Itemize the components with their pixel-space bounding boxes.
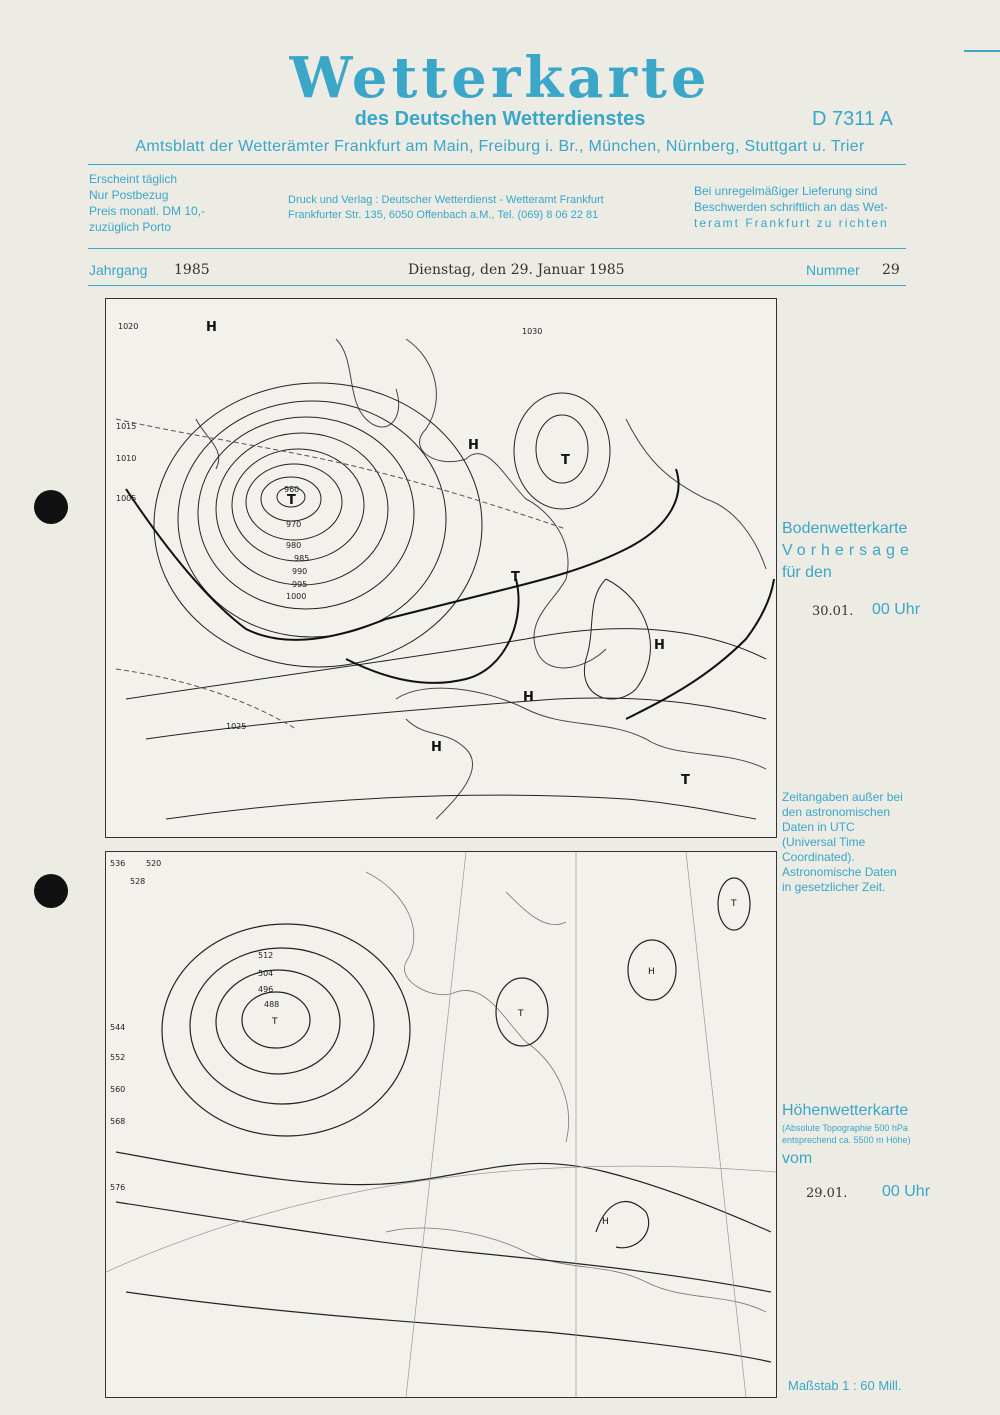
- contour-label: 544: [110, 1023, 126, 1032]
- upper-map-drawing: [106, 852, 776, 1397]
- header-rule-top: [88, 164, 906, 165]
- note-line: Astronomische Daten: [782, 865, 897, 879]
- issue-date: Dienstag, den 29. Januar 1985: [408, 262, 625, 278]
- info-line: Bei unregelmäßiger Lieferung sind: [694, 184, 878, 198]
- header-rule-middle: [88, 248, 906, 249]
- upper-map-subtitle: [782, 1122, 911, 1146]
- surface-map-caption: [782, 518, 914, 584]
- caption-line: Bodenwetterkarte: [782, 520, 908, 537]
- time-note: [782, 790, 903, 895]
- upper-centres: [271, 899, 737, 1227]
- issue-number: 29: [882, 262, 900, 278]
- number-label: Nummer: [806, 262, 860, 278]
- note-line: Daten in UTC: [782, 820, 855, 834]
- info-line: Beschwerden schriftlich an das Wet-: [694, 200, 888, 214]
- contour-label: 504: [258, 969, 274, 978]
- isobar-label: 995: [292, 580, 308, 589]
- low-pressure-symbol: T: [272, 1017, 278, 1027]
- surface-map-time: 00 Uhr: [872, 601, 921, 618]
- low-pressure-symbol: T: [561, 453, 570, 468]
- note-line: den astronomischen: [782, 805, 891, 819]
- year-value: 1985: [174, 262, 210, 278]
- info-line: Nur Postbezug: [89, 188, 169, 202]
- isobar-label: 985: [294, 554, 310, 563]
- low-pressure-symbol: T: [287, 493, 296, 508]
- isobar-label: 1025: [226, 722, 247, 731]
- masthead-subtitle: des Deutschen Wetterdienstes: [354, 108, 646, 130]
- isobar-label: 980: [286, 541, 302, 550]
- isobar-label: 1010: [116, 454, 137, 463]
- contour-label: 520: [146, 859, 162, 868]
- isobars: [126, 383, 766, 819]
- subtitle-line: entsprechend ca. 5500 m Höhe): [782, 1135, 911, 1145]
- surface-map-drawing: [106, 299, 776, 837]
- thickness-lines: [116, 419, 566, 729]
- low-pressure-symbol: T: [511, 570, 520, 585]
- isobar-label: 960: [284, 485, 300, 494]
- masthead-title: Wetterkarte: [289, 45, 711, 111]
- high-pressure-symbol: H: [654, 638, 665, 653]
- header-rule-bottom: [88, 285, 906, 286]
- isobar-label: 1030: [522, 327, 543, 336]
- contour-label: 568: [110, 1117, 126, 1126]
- contour-label: 576: [110, 1183, 126, 1192]
- year-label: Jahrgang: [89, 262, 148, 278]
- subtitle-line: (Absolute Topographie 500 hPa: [782, 1123, 908, 1133]
- high-pressure-symbol: H: [523, 690, 534, 705]
- fronts: [126, 469, 774, 719]
- upper-map-time: 00 Uhr: [882, 1183, 931, 1200]
- info-line: Druck und Verlag : Deutscher Wetterdienst - Wetteramt Frankfurt: [288, 194, 604, 206]
- info-line: Frankfurter Str. 135, 6050 Offenbach a.M., Tel. (069) 8 06 22 81: [288, 209, 599, 221]
- caption-line: Vorhersage: [782, 542, 914, 559]
- high-pressure-symbol: H: [602, 1217, 609, 1227]
- punch-hole: [34, 490, 68, 524]
- high-pressure-symbol: H: [648, 967, 655, 977]
- note-line: Coordinated).: [782, 850, 855, 864]
- contour-label: 528: [130, 877, 146, 886]
- low-pressure-symbol: T: [731, 899, 737, 909]
- publisher-info: [288, 193, 604, 223]
- publication-code: D 7311 A: [812, 108, 893, 130]
- contour-label: 488: [264, 1000, 280, 1009]
- info-line: Erscheint täglich: [89, 172, 178, 186]
- contour-label: 496: [258, 985, 274, 994]
- official-gazette-line: Amtsblatt der Wetterämter Frankfurt am Main, Freiburg i. Br., München, Nürnberg, Stuttgart u. Trier: [135, 138, 865, 155]
- contours: [116, 878, 771, 1362]
- isobar-label: 1020: [118, 322, 139, 331]
- isobar-label: 970: [286, 520, 302, 529]
- contour-label: 536: [110, 859, 126, 868]
- info-line: teramt Frankfurt zu richten: [694, 216, 889, 230]
- punch-hole: [34, 874, 68, 908]
- caption-line: für den: [782, 564, 832, 581]
- contour-label: 560: [110, 1085, 126, 1094]
- isobar-label: 1005: [116, 494, 137, 503]
- note-line: in gesetzlicher Zeit.: [782, 880, 886, 894]
- complaints-info: [694, 183, 908, 231]
- note-line: Zeitangaben außer bei: [782, 790, 903, 804]
- low-pressure-symbol: T: [681, 773, 690, 788]
- contour-label: 552: [110, 1053, 126, 1062]
- upper-map-title: Höhenwetterkarte: [782, 1102, 909, 1119]
- subscription-info: [89, 171, 205, 235]
- isobar-label: 990: [292, 567, 308, 576]
- isobar-label: 1000: [286, 592, 307, 601]
- surface-weather-map: [105, 298, 777, 838]
- upper-air-map: [105, 851, 777, 1398]
- contour-label: 512: [258, 951, 274, 960]
- grid-lines: [106, 852, 776, 1397]
- upper-map-vom: vom: [782, 1150, 813, 1167]
- map-scale: Maßstab 1 : 60 Mill.: [788, 1378, 902, 1393]
- note-line: (Universal Time: [782, 835, 866, 849]
- low-pressure-symbol: T: [518, 1009, 524, 1019]
- surface-map-date: 30.01.: [812, 604, 854, 619]
- high-pressure-symbol: H: [206, 320, 217, 335]
- high-pressure-symbol: H: [468, 438, 479, 453]
- contour-labels: [110, 859, 279, 1192]
- info-line: zuzüglich Porto: [89, 220, 172, 234]
- high-pressure-symbol: H: [431, 740, 442, 755]
- upper-coastlines: [366, 872, 766, 1312]
- coastlines: [196, 339, 766, 819]
- info-line: Preis monatl. DM 10,-: [89, 204, 206, 218]
- isobar-label: 1015: [116, 422, 137, 431]
- upper-map-date: 29.01.: [806, 1186, 848, 1201]
